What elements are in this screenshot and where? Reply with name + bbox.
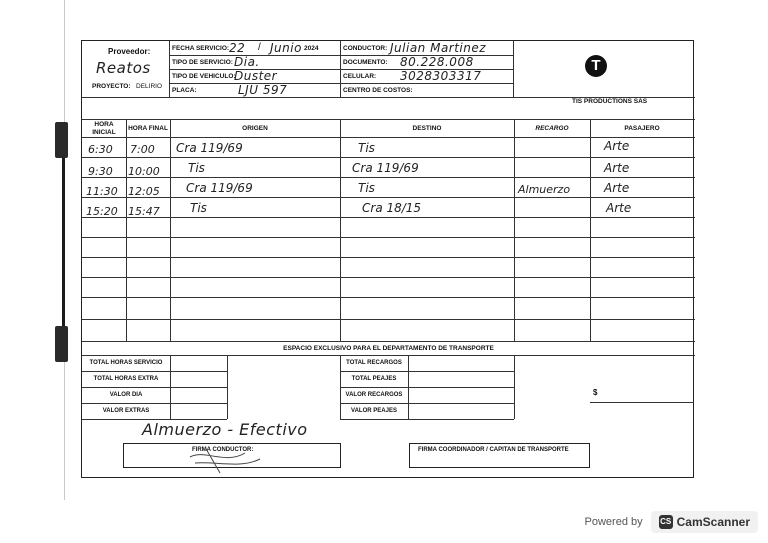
- service-form: Proveedor: Reatos PROYECTO: DELIRIO FECHA SERVICIO: 22 / Junio 2024 TIPO DE SERVICIO: Dia. TIPO DE VEHICULO: Duster PLACA: LJU 597 CONDUCTOR: Julian Martinez DOCUMENTO: 80.228.008 CELULAR: 3028303317 CENTRO DE COSTOS: T TIS PRODUCTIONS SAS HORA INICIAL HORA FINAL ORIGEN DESTINO RECARGO PASAJERO 6:30 7:00 Cra 119/69 Tis Arte 9:30 10:00 Tis Cra 119/69 Arte 11:30 12:05 Cra 119/69 Tis Almuerzo Arte 15:20 15:47 Tis Cra 18/15 Arte ESPACIO EXCLUSIVO PARA EL DEPARTAMENTO DE TRANSPORTE TOTAL HORAS SERVICIO TOTAL HORAS EXTRA VALOR DIA VALOR EXTRAS TOTAL RECARGOS TOTAL PEAJES VALOR RECARGOS VALOR PEAJES $ Almuerzo - Efectivo FIRMA CONDUCTOR: FIRMA COORDINADOR / CAPITAN DE TRANSPORTE: [81, 40, 694, 478]
- col-hora-final: HORA FINAL: [128, 125, 168, 132]
- proveedor-label: Proveedor:: [108, 47, 151, 56]
- col-origen: ORIGEN: [242, 125, 268, 132]
- valor-dia-label: VALOR DIA: [109, 392, 143, 398]
- col-destino: DESTINO: [412, 125, 442, 132]
- transport-section-title: ESPACIO EXCLUSIVO PARA EL DEPARTAMENTO DE TRANSPORTE: [283, 345, 494, 352]
- total-peajes-label: TOTAL PEAJES: [351, 376, 397, 382]
- col-pasajero: PASAJERO: [624, 125, 660, 132]
- fecha-mes: Junio: [270, 41, 302, 55]
- fecha-dia: 22: [229, 41, 246, 55]
- placa-value: LJU 597: [238, 83, 288, 97]
- col-hora-inicial: HORA INICIAL: [92, 121, 116, 136]
- proyecto-label: PROYECTO:: [92, 83, 131, 90]
- camscanner-watermark: [585, 511, 758, 533]
- celular-label: CELULAR:: [343, 73, 377, 80]
- firma-conductor-label: FIRMA CONDUCTOR:: [192, 447, 254, 453]
- conductor-value: Julian Martinez: [390, 41, 487, 55]
- tis-logo-icon: T: [585, 55, 607, 77]
- proyecto-value: DELIRIO: [136, 83, 163, 90]
- camscanner-brand: [651, 511, 758, 533]
- powered-by-text: Powered by: [584, 516, 643, 528]
- total-horas-extra-label: TOTAL HORAS EXTRA: [93, 376, 159, 382]
- tipo-vehiculo-value: Duster: [234, 69, 278, 83]
- centro-costos-label: CENTRO DE COSTOS:: [343, 87, 413, 94]
- note-almuerzo: Almuerzo - Efectivo: [142, 420, 308, 439]
- tipo-vehiculo-label: TIPO DE VEHICULO:: [172, 73, 236, 80]
- dollar-sign: $: [593, 388, 598, 397]
- conductor-signature: [185, 445, 265, 475]
- tipo-servicio-label: TIPO DE SERVICIO:: [172, 59, 233, 66]
- tipo-servicio-value: Dia.: [234, 55, 260, 69]
- binder-clip: [55, 122, 68, 362]
- col-recargo: RECARGO: [535, 125, 569, 132]
- valor-peajes-label: VALOR PEAJES: [351, 408, 397, 414]
- documento-label: DOCUMENTO:: [343, 59, 388, 66]
- valor-extras-label: VALOR EXTRAS: [102, 408, 150, 414]
- celular-value: 3028303317: [400, 69, 482, 83]
- conductor-label: CONDUCTOR:: [343, 45, 388, 52]
- valor-recargos-label: VALOR RECARGOS: [345, 392, 403, 398]
- firma-coordinador-box[interactable]: [409, 443, 590, 468]
- proveedor-value: Reatos: [96, 59, 151, 77]
- documento-value: 80.228.008: [400, 55, 474, 69]
- camscanner-icon: CS: [659, 515, 673, 529]
- fecha-anio: 2024: [304, 45, 319, 52]
- camscanner-label: CamScanner: [676, 515, 750, 529]
- fecha-label: FECHA SERVICIO:: [172, 45, 230, 52]
- firma-coordinador-label: FIRMA COORDINADOR / CAPITAN DE TRANSPORTE: [418, 447, 569, 453]
- company-name: TIS PRODUCTIONS SAS: [572, 98, 648, 105]
- placa-label: PLACA:: [172, 87, 197, 94]
- total-recargos-label: TOTAL RECARGOS: [346, 360, 402, 366]
- total-horas-servicio-label: TOTAL HORAS SERVICIO: [89, 360, 163, 366]
